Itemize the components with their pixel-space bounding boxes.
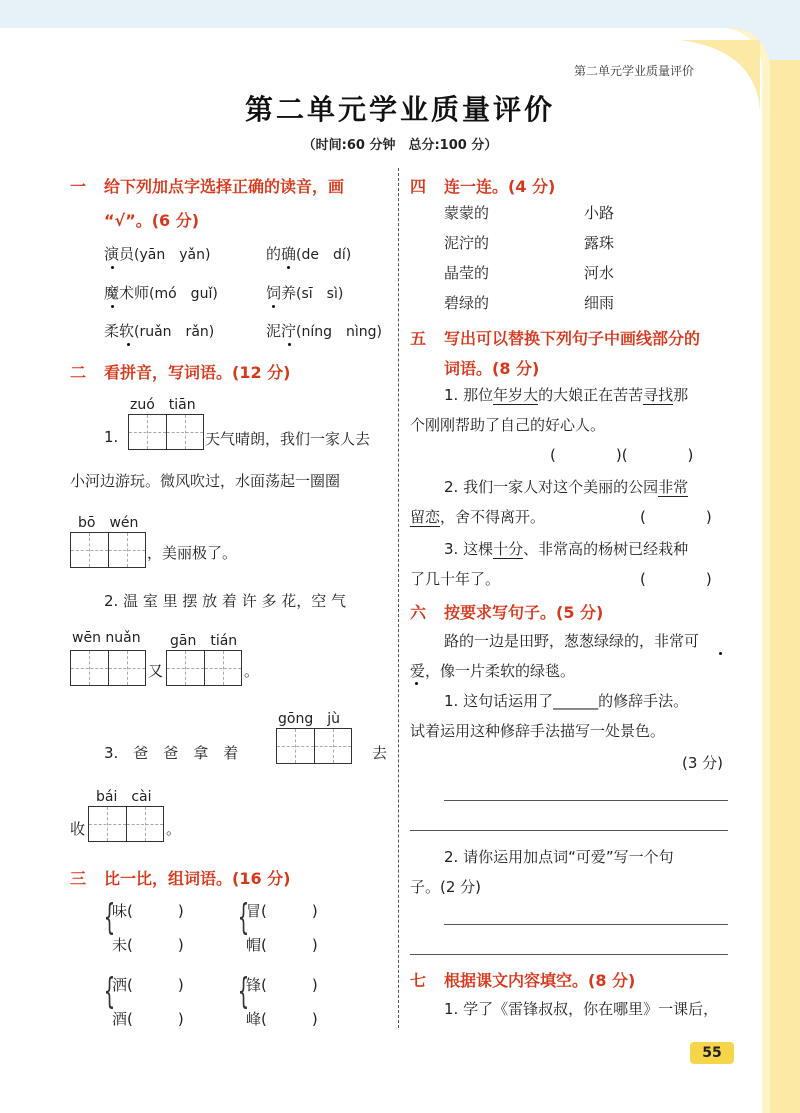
- s6-q2-line1: 2. 请你运用加点词“可爱”写一个句: [444, 848, 674, 866]
- emphasis-dot: [111, 266, 114, 269]
- running-header: 第二单元学业质量评价: [574, 64, 695, 78]
- s3-group4-word1: 锋( ): [246, 976, 318, 994]
- emphasis-dot: [415, 682, 418, 685]
- section-5-heading: [410, 326, 700, 349]
- s1-item-3-word: 魔术师: [104, 284, 150, 302]
- writing-grid-gongju[interactable]: [276, 728, 352, 764]
- s2-q2-connector: 又: [148, 662, 164, 680]
- s4-right-4[interactable]: 细雨: [584, 294, 615, 312]
- s1-item-2-options: (de dí): [296, 247, 352, 263]
- brace-group-1: {: [103, 897, 116, 938]
- section-4-number: 四: [410, 177, 427, 196]
- s5-q3-underlined: 十分: [493, 540, 524, 558]
- brace-group-2: {: [237, 897, 250, 938]
- s2-q3-end: 去: [372, 744, 388, 762]
- s5-q1-underlined-2: 寻找: [643, 386, 674, 404]
- s5-q1-answer-blanks[interactable]: ( )( ): [550, 446, 694, 464]
- s5-q1-part-a: 1. 那位: [444, 386, 494, 404]
- s6-q1-line2: 试着运用这种修辞手法描写一处景色。: [410, 722, 666, 740]
- s5-q2-part-a: 2. 我们一家人对这个美丽的公园: [444, 478, 659, 496]
- brace-group-3: {: [103, 971, 116, 1012]
- s5-q1-line1: [444, 384, 688, 405]
- emphasis-dot: [287, 266, 290, 269]
- s2-q3-text: 3. 爸 爸 拿 着: [104, 744, 239, 762]
- section-7-heading: [410, 968, 635, 991]
- emphasis-dot: [272, 305, 275, 308]
- column-divider: [398, 168, 400, 1028]
- s6-passage-line2: 爱，像一片柔软的绿毯。: [410, 662, 576, 680]
- s1-item-4-word: 饲养: [266, 284, 297, 302]
- answer-line[interactable]: [410, 830, 728, 831]
- section-1-title-line2: “√”。(6 分): [104, 211, 200, 230]
- page-number: 55: [690, 1042, 734, 1064]
- s5-q3-part-b: 、非常高的杨树已经栽种: [523, 540, 689, 558]
- pinyin-bowen: bō wén: [78, 515, 139, 531]
- pinyin-baicai: bái cài: [96, 789, 152, 805]
- emphasis-dot: [288, 343, 291, 346]
- s5-q2-underlined: 非常: [658, 478, 689, 496]
- s5-q3-answer-blank[interactable]: ( ): [640, 570, 712, 588]
- s5-q2-part-b: ，舍不得离开。: [440, 508, 546, 526]
- s5-q2-answer-blank[interactable]: ( ): [640, 508, 712, 526]
- s4-right-3[interactable]: 河水: [584, 264, 615, 282]
- s4-left-1[interactable]: 蒙蒙的: [444, 204, 490, 222]
- section-6-number: 六: [410, 603, 427, 622]
- s3-group3-word1: 洒( ): [112, 976, 184, 994]
- section-5-title-line1: 写出可以替换下列句子中画线部分的: [444, 329, 701, 348]
- s1-item-5-word: 柔软: [104, 322, 135, 340]
- answer-line[interactable]: [444, 924, 728, 925]
- s1-item-5: [104, 320, 214, 341]
- s1-item-5-options: (ruǎn rǎn): [134, 324, 215, 340]
- section-4-heading: [410, 174, 555, 197]
- s1-item-6-word: 泥泞: [266, 322, 297, 340]
- section-2-heading: [70, 360, 290, 383]
- s5-q1-underlined-1: 年岁大: [493, 386, 539, 404]
- section-7-number: 七: [410, 971, 427, 990]
- s5-q1-line2: 个刚刚帮助了自己的好心人。: [410, 416, 606, 434]
- s4-left-2[interactable]: 泥泞的: [444, 234, 490, 252]
- writing-grid-zuotian[interactable]: [128, 414, 204, 450]
- emphasis-dot: [111, 305, 114, 308]
- s3-group1-word2: 未( ): [112, 936, 184, 954]
- page-title: 第二单元学业质量评价: [244, 93, 555, 126]
- s2-q2-end: 。: [244, 662, 260, 680]
- s6-q2-line2: 子。(2 分): [410, 878, 482, 896]
- s5-q2-line1: [444, 476, 688, 497]
- s5-q1-part-b: 的大娘正在苦苦: [538, 386, 644, 404]
- section-2-title: 看拼音，写词语。(12 分): [104, 363, 291, 382]
- s3-group1-word1: 味( ): [112, 902, 184, 920]
- s1-item-1: [104, 243, 210, 264]
- brace-group-4: {: [237, 971, 250, 1012]
- emphasis-dot: [719, 652, 722, 655]
- section-3-heading: [70, 866, 290, 889]
- s1-item-4: [266, 282, 343, 303]
- s3-group2-word1: 冒( ): [246, 902, 318, 920]
- section-1-number: 一: [70, 177, 87, 196]
- section-5-number: 五: [410, 329, 427, 348]
- s4-right-2[interactable]: 露珠: [584, 234, 615, 252]
- s5-q2-underlined-2: 留恋: [410, 508, 441, 526]
- s3-group3-word2: 酒( ): [112, 1010, 184, 1028]
- s2-q1-text-line2: 小河边游玩。微风吹过，水面荡起一圈圈: [70, 472, 341, 490]
- pinyin-gantian: gān tián: [170, 633, 238, 649]
- s6-q1-score: (3 分): [682, 754, 724, 772]
- s3-group2-word2: 帽( ): [246, 936, 318, 954]
- s6-passage-line1: 路的一边是田野，葱葱绿绿的，非常可: [444, 632, 700, 650]
- s5-q3-line1: [444, 538, 688, 559]
- s2-q3-line2-end: 。: [166, 820, 182, 838]
- answer-line[interactable]: [444, 800, 728, 801]
- s1-item-6-options: (níng nìng): [296, 324, 382, 340]
- section-7-title: 根据课文内容填空。(8 分): [444, 971, 636, 990]
- s1-item-3: [104, 282, 218, 303]
- section-1-title-line1: 给下列加点字选择正确的读音，画: [104, 177, 345, 196]
- s1-item-1-options: (yān yǎn): [134, 247, 211, 263]
- s2-q1-number: 1.: [104, 428, 119, 446]
- s4-left-3[interactable]: 晶莹的: [444, 264, 490, 282]
- pinyin-wennuan: wēn nuǎn: [72, 630, 141, 646]
- section-2-number: 二: [70, 363, 87, 382]
- section-4-title: 连一连。(4 分): [444, 177, 556, 196]
- writing-grid-wennuan[interactable]: [70, 650, 146, 686]
- writing-grid-bowen[interactable]: [70, 532, 146, 568]
- section-3-title: 比一比，组词语。(16 分): [104, 869, 291, 888]
- section-5-title-line2: 词语。(8 分): [444, 359, 540, 378]
- s5-q2-line2: [410, 506, 545, 527]
- section-6-heading: [410, 600, 603, 623]
- s5-q1-part-c: 那: [673, 386, 689, 404]
- pinyin-zuotian: zuó tiān: [130, 397, 196, 413]
- s3-group4-word2: 峰( ): [246, 1010, 318, 1028]
- s1-item-2: [266, 243, 351, 264]
- s1-item-3-options: (mó guǐ): [149, 286, 218, 302]
- s1-item-1-word: 演员: [104, 245, 135, 263]
- s2-q2-text: 2. 温 室 里 摆 放 着 许 多 花，空 气: [104, 592, 346, 610]
- s4-right-1[interactable]: 小路: [584, 204, 615, 222]
- s6-q1-line1: 1. 这句话运用了______的修辞手法。: [444, 692, 689, 710]
- writing-grid-gantian[interactable]: [166, 650, 242, 686]
- emphasis-dot: [127, 343, 130, 346]
- section-3-number: 三: [70, 869, 87, 888]
- s5-q3-part-a: 3. 这棵: [444, 540, 494, 558]
- s2-q1-text: 天气晴朗，我们一家人去: [205, 430, 371, 448]
- section-6-title: 按要求写句子。(5 分): [444, 603, 604, 622]
- exam-info: （时间:60 分钟 总分:100 分）: [302, 138, 498, 153]
- s2-q3-line2: 收: [70, 820, 86, 838]
- s1-item-4-options: (sī sì): [296, 286, 344, 302]
- s5-q3-line2: 了几十年了。: [410, 570, 501, 588]
- s4-left-4[interactable]: 碧绿的: [444, 294, 490, 312]
- s1-item-6: [266, 320, 382, 341]
- writing-grid-baicai[interactable]: [88, 806, 164, 842]
- section-1-heading: [70, 174, 344, 197]
- answer-line[interactable]: [410, 954, 728, 955]
- s1-item-2-word: 的确: [266, 245, 297, 263]
- s7-q1: 1. 学了《雷锋叔叔，你在哪里》一课后，: [444, 1000, 719, 1018]
- s2-q1-text-line3: ，美丽极了。: [147, 544, 238, 562]
- pinyin-gongju: gōng jù: [278, 711, 340, 727]
